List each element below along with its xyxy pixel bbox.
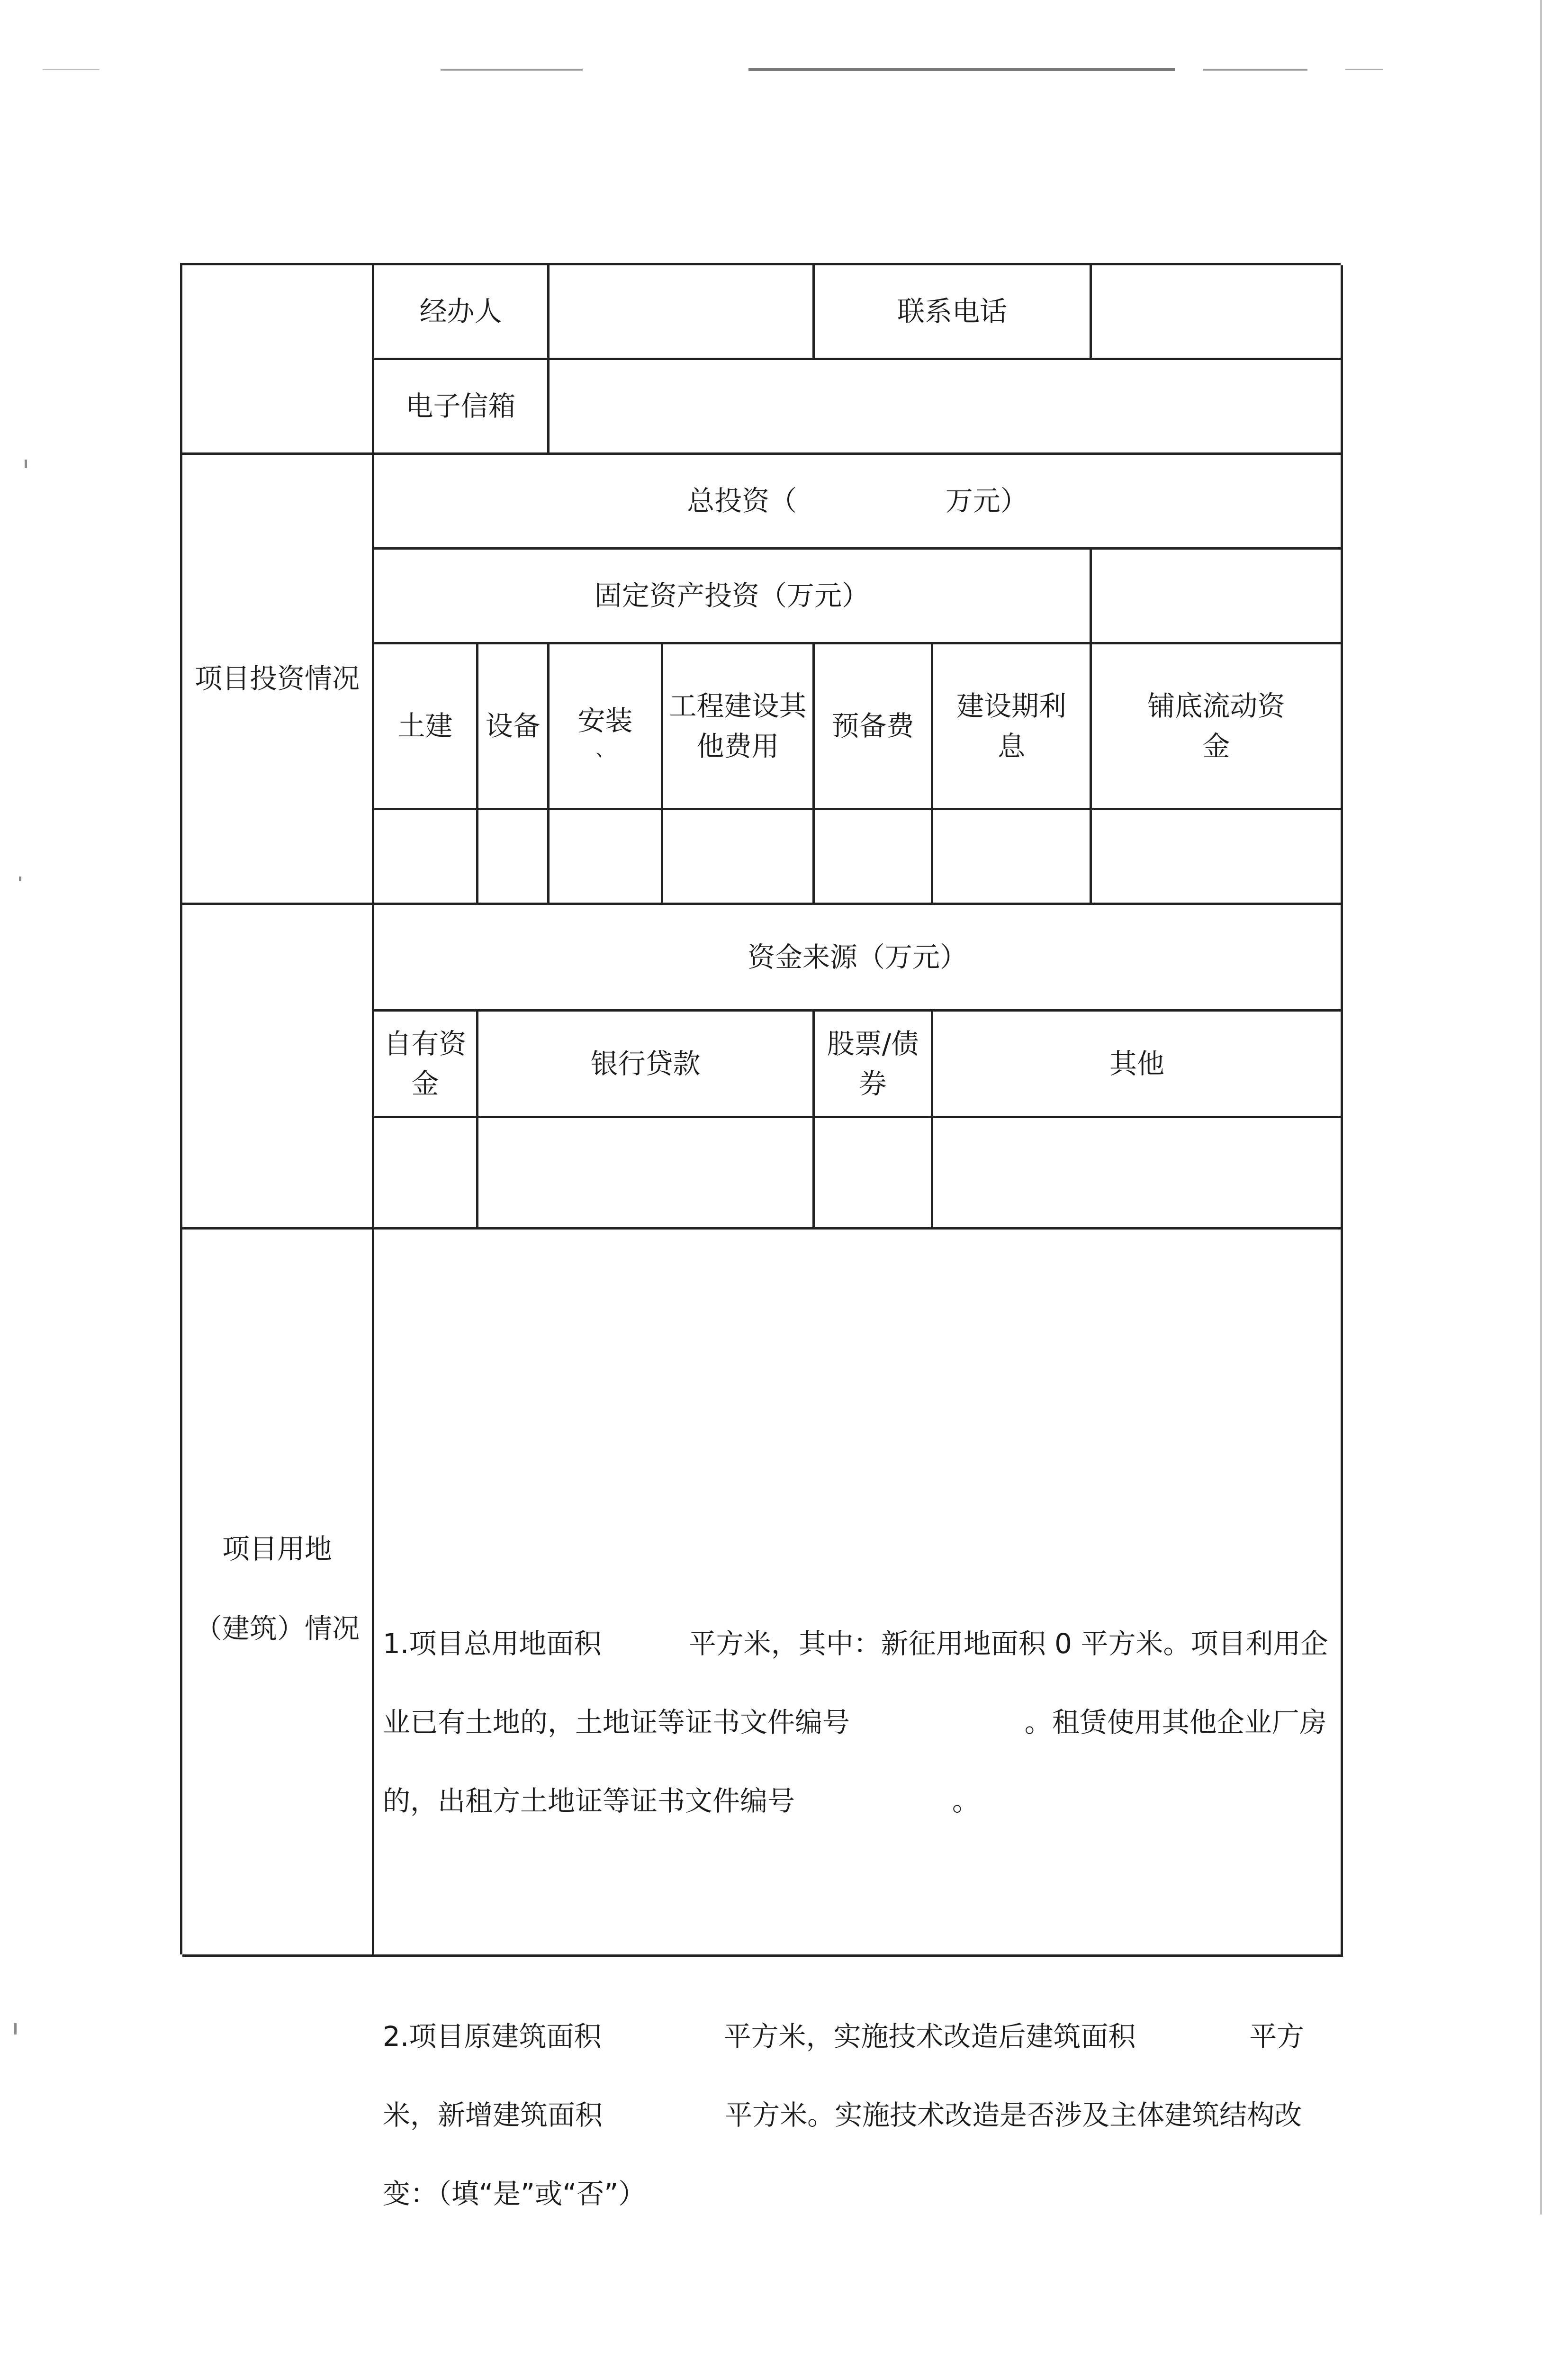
margin-mark [25, 460, 27, 468]
column-header-equipment [478, 644, 550, 810]
land-item-1: 1.项目总用地面积 平方米，其中：新征用地面积 0 平方米。项目利用企业已有土地的，土地证等证书文件编号 。租赁使用其他企业厂房的，出租方土地证等证书文件编号 。 [383, 1627, 1328, 1817]
column-header-line: 建设期利 [956, 690, 1066, 723]
land-details-text [383, 1447, 1334, 2369]
phone-label: 联系电话 [815, 265, 1092, 360]
contact-section-label [182, 265, 374, 455]
column-header-interest [933, 644, 1092, 810]
land-details [374, 1230, 1343, 2210]
column-header-line: 息 [997, 730, 1025, 762]
funding-section-label [182, 905, 374, 1230]
other-funding-field[interactable] [933, 1118, 1343, 1230]
total-investment-label: 总投资（ 万元） [374, 455, 1343, 550]
margin-mark [14, 2023, 17, 2034]
column-header-line: 设备 [485, 710, 541, 742]
investment-section-label: 项目投资情况 [182, 455, 374, 905]
funding-header-other: 其他 [933, 1012, 1343, 1118]
working-capital-value-field[interactable] [1092, 810, 1343, 905]
column-header-installation [550, 644, 663, 810]
column-header-civil [374, 644, 478, 810]
phone-field[interactable] [1092, 265, 1343, 360]
own-funds-field[interactable] [374, 1118, 478, 1230]
equipment-value-field[interactable] [478, 810, 550, 905]
column-header-line: 他费用 [696, 730, 779, 762]
fixed-assets-blank [1092, 550, 1343, 644]
land-section-label [182, 1230, 374, 1957]
funding-header-own: 自有资金 [374, 1012, 478, 1118]
column-header-reserve [815, 644, 933, 810]
funding-header-stocks: 股票/债券 [815, 1012, 933, 1118]
land-label-line: （建筑）情况 [194, 1612, 360, 1645]
handler-field[interactable] [550, 265, 815, 360]
reserve-value-field[interactable] [815, 810, 933, 905]
civil-value-field[interactable] [374, 810, 478, 905]
column-header-line: 土建 [397, 710, 453, 742]
column-header-other-costs [663, 644, 815, 810]
column-header-line: 安装 [577, 705, 633, 737]
column-header-line: 铺底流动资 [1147, 690, 1285, 723]
scan-noise [38, 66, 1535, 73]
funding-title: 资金来源（万元） [374, 905, 1343, 1012]
fixed-assets-label: 固定资产投资（万元） [374, 550, 1092, 644]
bank-loan-field[interactable] [478, 1118, 815, 1230]
stocks-bonds-field[interactable] [815, 1118, 933, 1230]
column-header-line: 金 [1202, 730, 1230, 762]
handler-label: 经办人 [374, 265, 550, 360]
column-header-mark: 、 [595, 738, 615, 760]
land-label-line: 项目用地 [222, 1533, 332, 1565]
funding-header-bank: 银行贷款 [478, 1012, 815, 1118]
interest-value-field[interactable] [933, 810, 1092, 905]
column-header-working-capital [1092, 644, 1343, 810]
installation-value-field[interactable] [550, 810, 663, 905]
column-header-line: 预备费 [831, 710, 914, 742]
margin-mark [19, 877, 21, 881]
land-item-2: 2.项目原建筑面积 平方米，实施技术改造后建筑面积 平方米，新增建筑面积 平方米。实施技术改造是否涉及主体建筑结构改变：（填“是”或“否”） [383, 2020, 1305, 2210]
email-field[interactable] [550, 360, 1343, 455]
project-form-table [180, 263, 1341, 2210]
scan-edge [1540, 0, 1542, 2215]
email-label: 电子信箱 [374, 360, 550, 455]
column-header-line: 工程建设其 [669, 690, 807, 723]
other-costs-value-field[interactable] [663, 810, 815, 905]
